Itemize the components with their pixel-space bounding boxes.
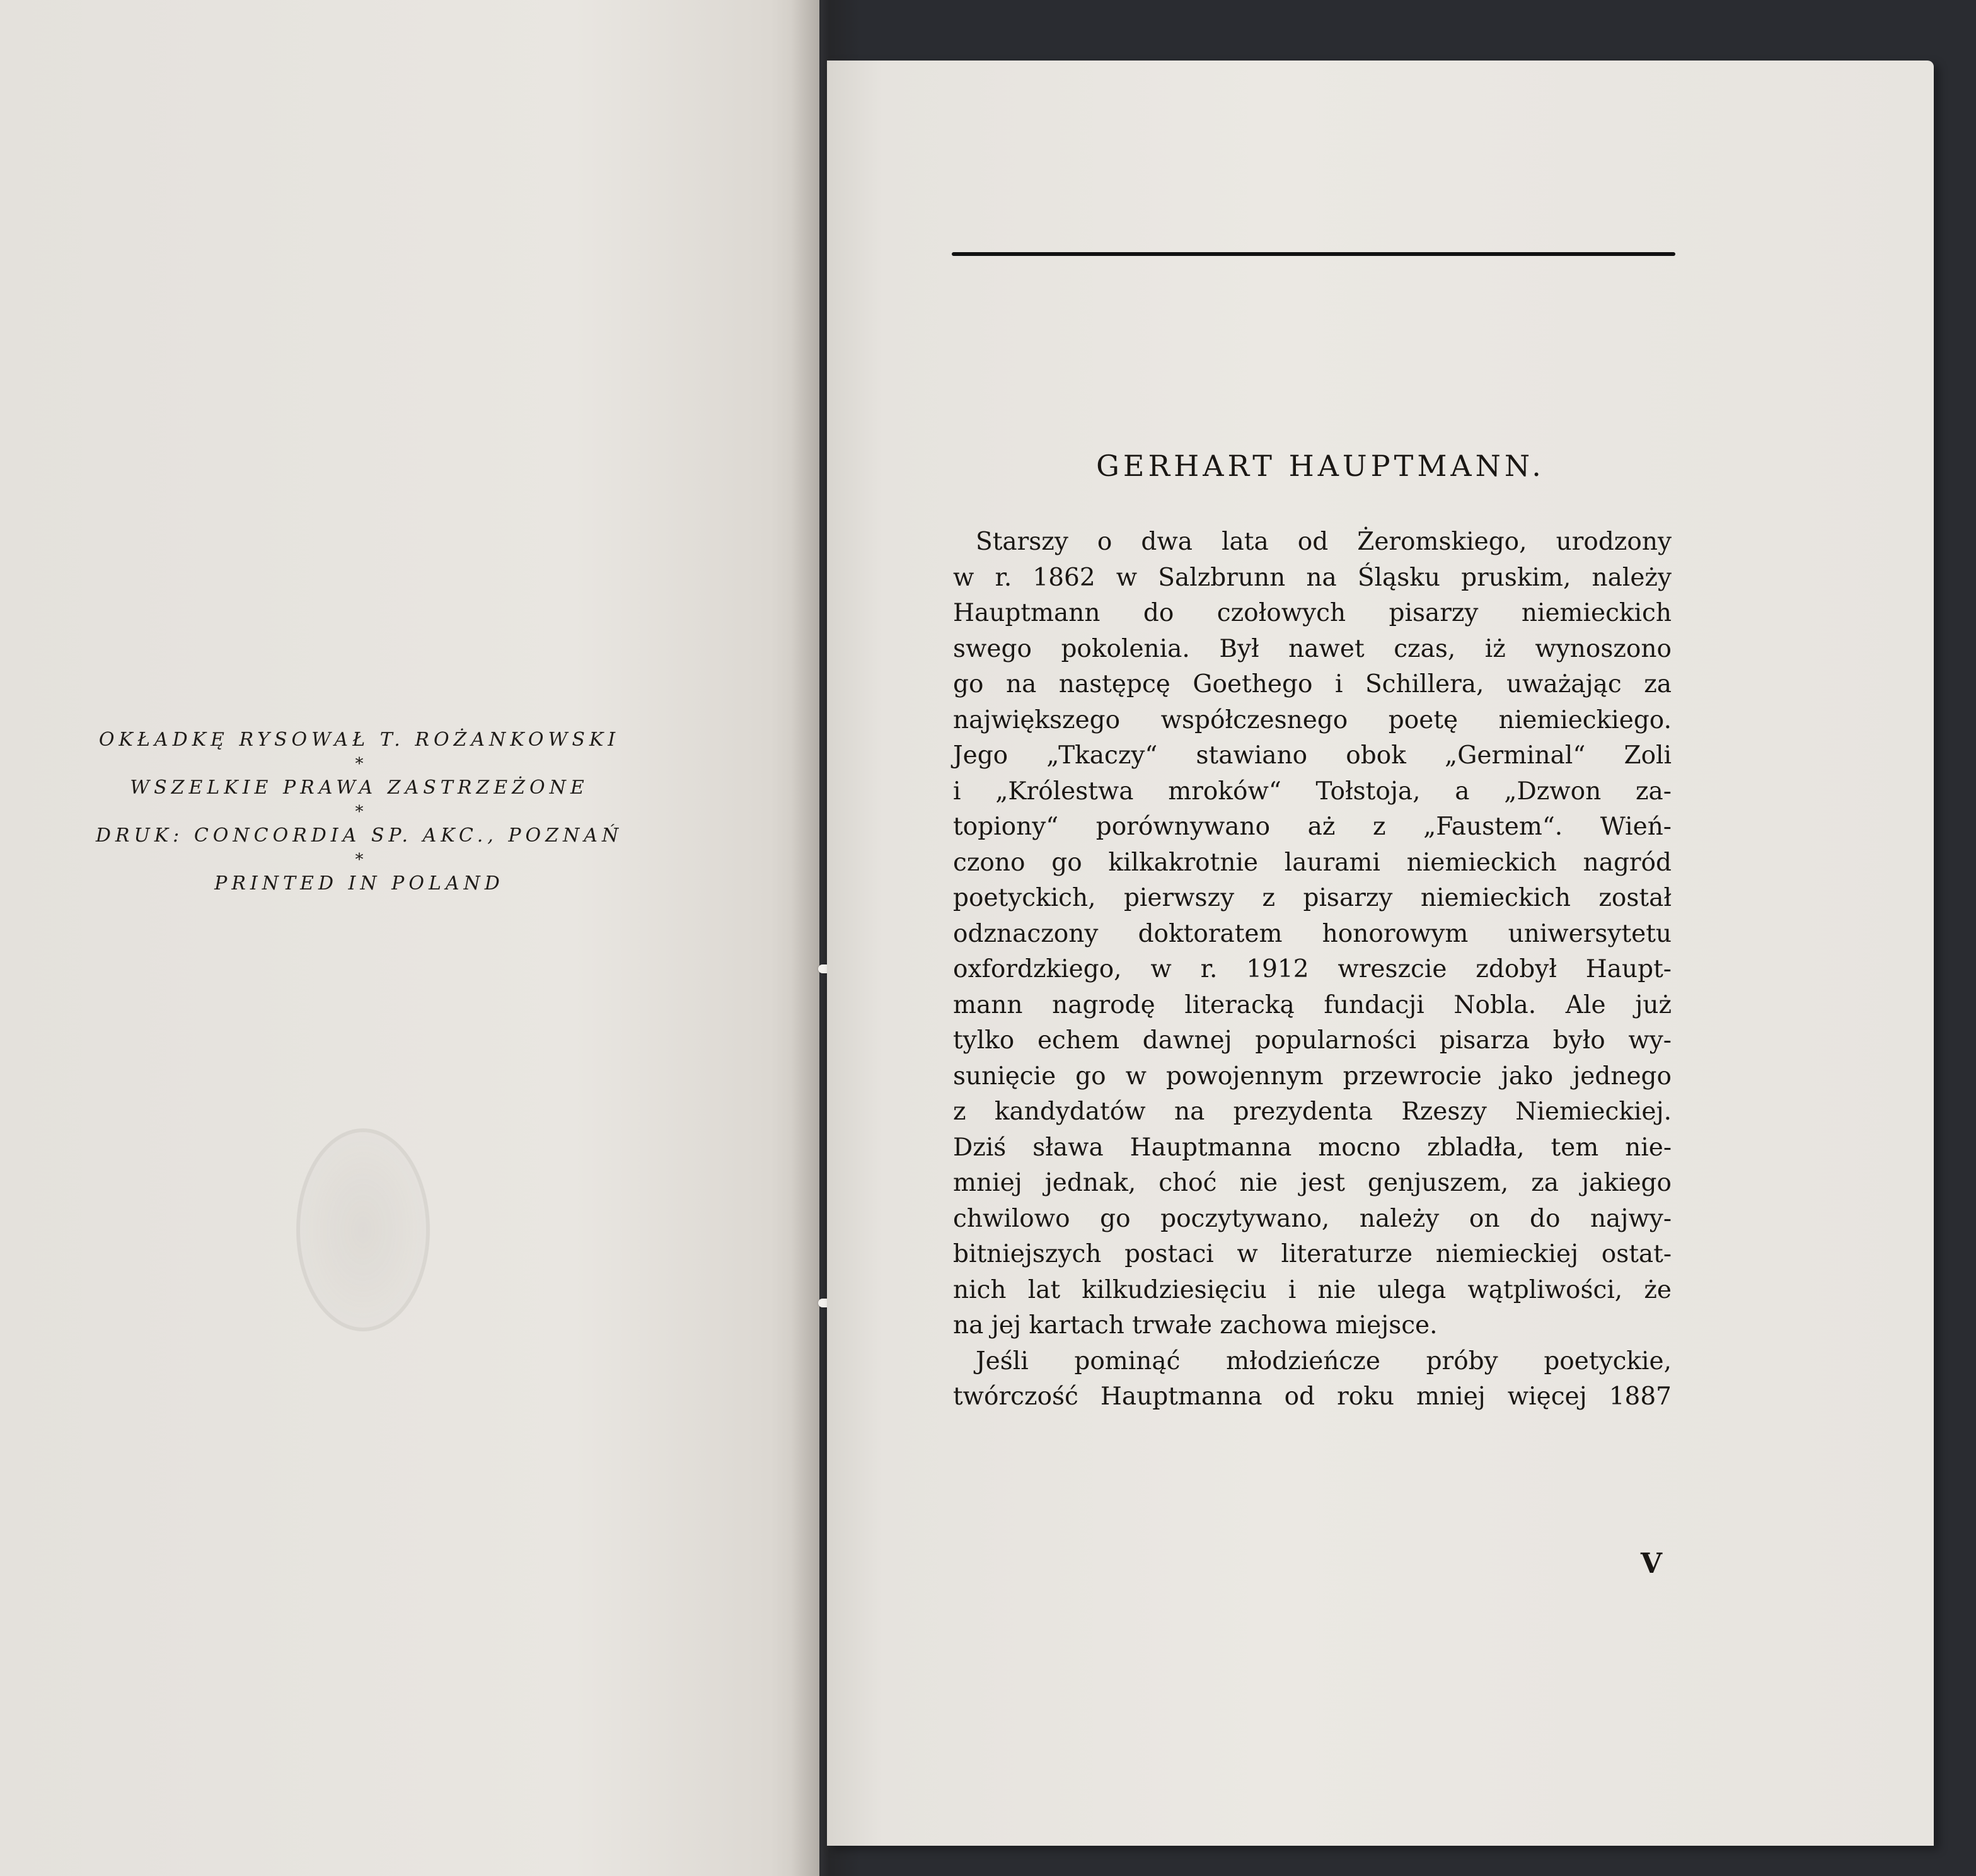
text-line: Starszy o dwa lata od Żeromskiego, urodzony <box>976 528 1672 556</box>
imprint-block <box>76 725 643 899</box>
text-line: Dziś sława Hauptmanna mocno zbladła, tem nie- <box>953 1133 1672 1162</box>
text-line: mniej jednak, choć nie jest genjuszem, za jakiego <box>953 1169 1672 1197</box>
show-through <box>0 189 794 265</box>
imprint-separator: * <box>355 755 364 773</box>
text-line: w r. 1862 w Salzbrunn na Śląsku pruskim, należy <box>953 563 1672 592</box>
text-line: Jeśli pominąć młodzieńcze próby poetyckie, <box>976 1346 1672 1375</box>
imprint-printer: DRUK: CONCORDIA SP. AKC., POZNAŃ <box>95 825 623 847</box>
text-line: sunięcie go w powojennym przewrocie jako jednego <box>953 1062 1672 1091</box>
imprint-cover-credit: OKŁADKĘ RYSOWAŁ T. ROŻANKOWSKI <box>98 729 620 751</box>
text-line: poetyckich, pierwszy z pisarzy niemieckich został <box>953 884 1672 912</box>
imprint-printed-in: PRINTED IN POLAND <box>214 872 504 895</box>
text-line: największego współczesnego poetę niemieckiego. <box>953 705 1672 734</box>
text-line: chwilowo go poczytywano, należy on do najwy- <box>953 1204 1672 1233</box>
text-line: Jego „Tkaczy“ stawiano obok „Germinal“ Zoli <box>953 741 1672 770</box>
text-line: nich lat kilkudziesięciu i nie ulega wątpliwości, że <box>953 1275 1672 1304</box>
imprint-separator: * <box>355 850 364 869</box>
text-line: twórczość Hauptmanna od roku mniej więcej 1887 <box>953 1382 1672 1411</box>
header-rule <box>952 252 1675 256</box>
page-number: V <box>1640 1548 1663 1580</box>
text-line: na jej kartach trwałe zachowa miejsce. <box>953 1311 1438 1340</box>
text-line: go na następcę Goethego i Schillera, uważając za <box>953 670 1672 698</box>
chapter-heading: GERHART HAUPTMANN. <box>1096 449 1545 483</box>
text-line: tylko echem dawnej popularności pisarza było wy- <box>953 1026 1672 1055</box>
text-line: bitniejszych postaci w literaturze niemieckiej ostat- <box>953 1240 1672 1268</box>
text-line: mann nagrodę literacką fundacji Nobla. Ale już <box>953 990 1672 1019</box>
text-line: z kandydatów na prezydenta Rzeszy Niemieckiej. <box>953 1097 1672 1126</box>
embossed-seal <box>296 1128 430 1331</box>
imprint-rights: WSZELKIE PRAWA ZASTRZEŻONE <box>130 777 589 799</box>
body-text <box>953 524 1672 1415</box>
show-through <box>0 328 794 403</box>
text-line: odznaczony doktoratem honorowym uniwersytetu <box>953 919 1672 948</box>
text-line: swego pokolenia. Był nawet czas, iż wynoszono <box>953 634 1672 663</box>
text-line: oxfordzkiego, w r. 1912 wreszcie zdobył Haupt- <box>953 955 1672 983</box>
text-line: topiony“ porównywano aż z „Faustem“. Wień- <box>953 813 1672 841</box>
left-page <box>0 0 819 1876</box>
text-line: czono go kilkakrotnie laurami niemieckich nagród <box>953 848 1672 877</box>
text-line: Hauptmann do czołowych pisarzy niemieckich <box>953 599 1672 627</box>
text-line: i „Królestwa mroków“ Tołstoja, a „Dzwon za- <box>953 777 1672 806</box>
imprint-separator: * <box>355 802 364 821</box>
